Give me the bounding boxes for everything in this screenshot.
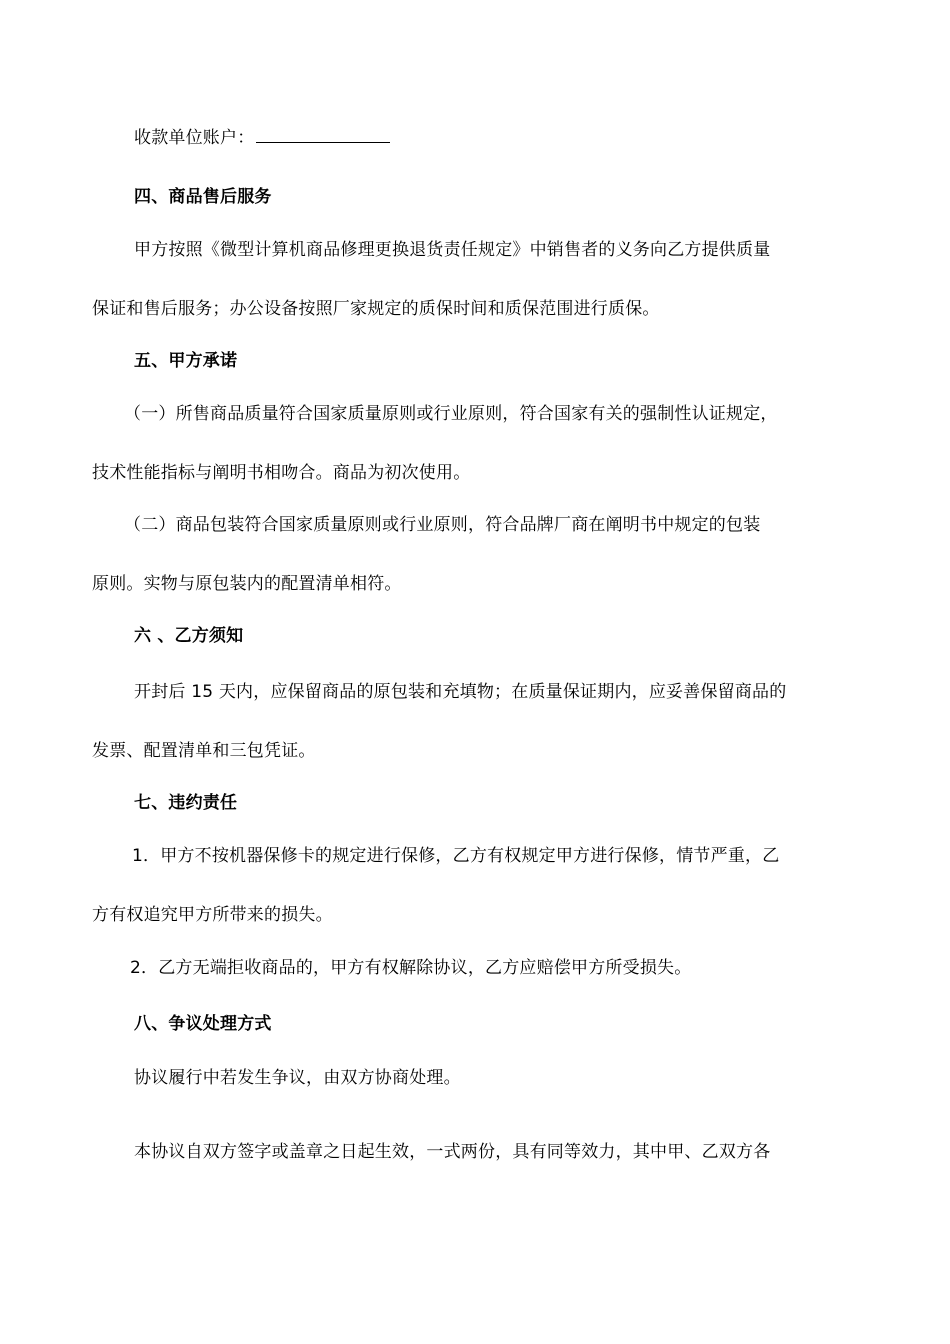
section-5-heading: 五、甲方承诺: [134, 351, 238, 371]
account-blank: [256, 126, 390, 143]
section-7-heading: 七、违约责任: [134, 793, 238, 813]
section-7a-line-1: 1．甲方不按机器保修卡的规定进行保修，乙方有权规定甲方进行保修，情节严重，乙: [132, 846, 780, 866]
account-label: 收款单位账户：: [134, 128, 255, 148]
section-6-line-1: 开封后 15 天内，应保留商品的原包装和充填物；在质量保证期内，应妥善保留商品的: [134, 682, 787, 702]
section-7b-line: 2．乙方无端拒收商品的，甲方有权解除协议，乙方应赔偿甲方所受损失。: [130, 958, 692, 978]
section-8-heading: 八、争议处理方式: [134, 1014, 272, 1034]
section-7a-line-2: 方有权追究甲方所带来的损失。: [92, 905, 333, 925]
account-line: [134, 126, 390, 149]
section-6-line-2: 发票、配置清单和三包凭证。: [92, 741, 316, 761]
section-5a-line-2: 技术性能指标与阐明书相吻合。商品为初次使用。: [92, 463, 471, 483]
section-4-paragraph-line-1: 甲方按照《微型计算机商品修理更换退货责任规定》中销售者的义务向乙方提供质量: [134, 240, 771, 260]
section-5b-line-2: 原则。实物与原包装内的配置清单相符。: [92, 574, 402, 594]
section-8-line: 协议履行中若发生争议，由双方协商处理。: [134, 1068, 461, 1088]
section-4-paragraph-line-2: 保证和售后服务；办公设备按照厂家规定的质保时间和质保范围进行质保。: [92, 299, 660, 319]
section-6-heading: 六 、乙方须知: [134, 626, 244, 646]
section-5b-line-1: （二）商品包装符合国家质量原则或行业原则，符合品牌厂商在阐明书中规定的包装: [124, 515, 761, 535]
closing-line: 本协议自双方签字或盖章之日起生效，一式两份，具有同等效力，其中甲、乙双方各: [134, 1142, 771, 1162]
section-4-heading: 四、商品售后服务: [134, 187, 272, 207]
section-5a-line-1: （一）所售商品质量符合国家质量原则或行业原则，符合国家有关的强制性认证规定，: [124, 404, 778, 424]
